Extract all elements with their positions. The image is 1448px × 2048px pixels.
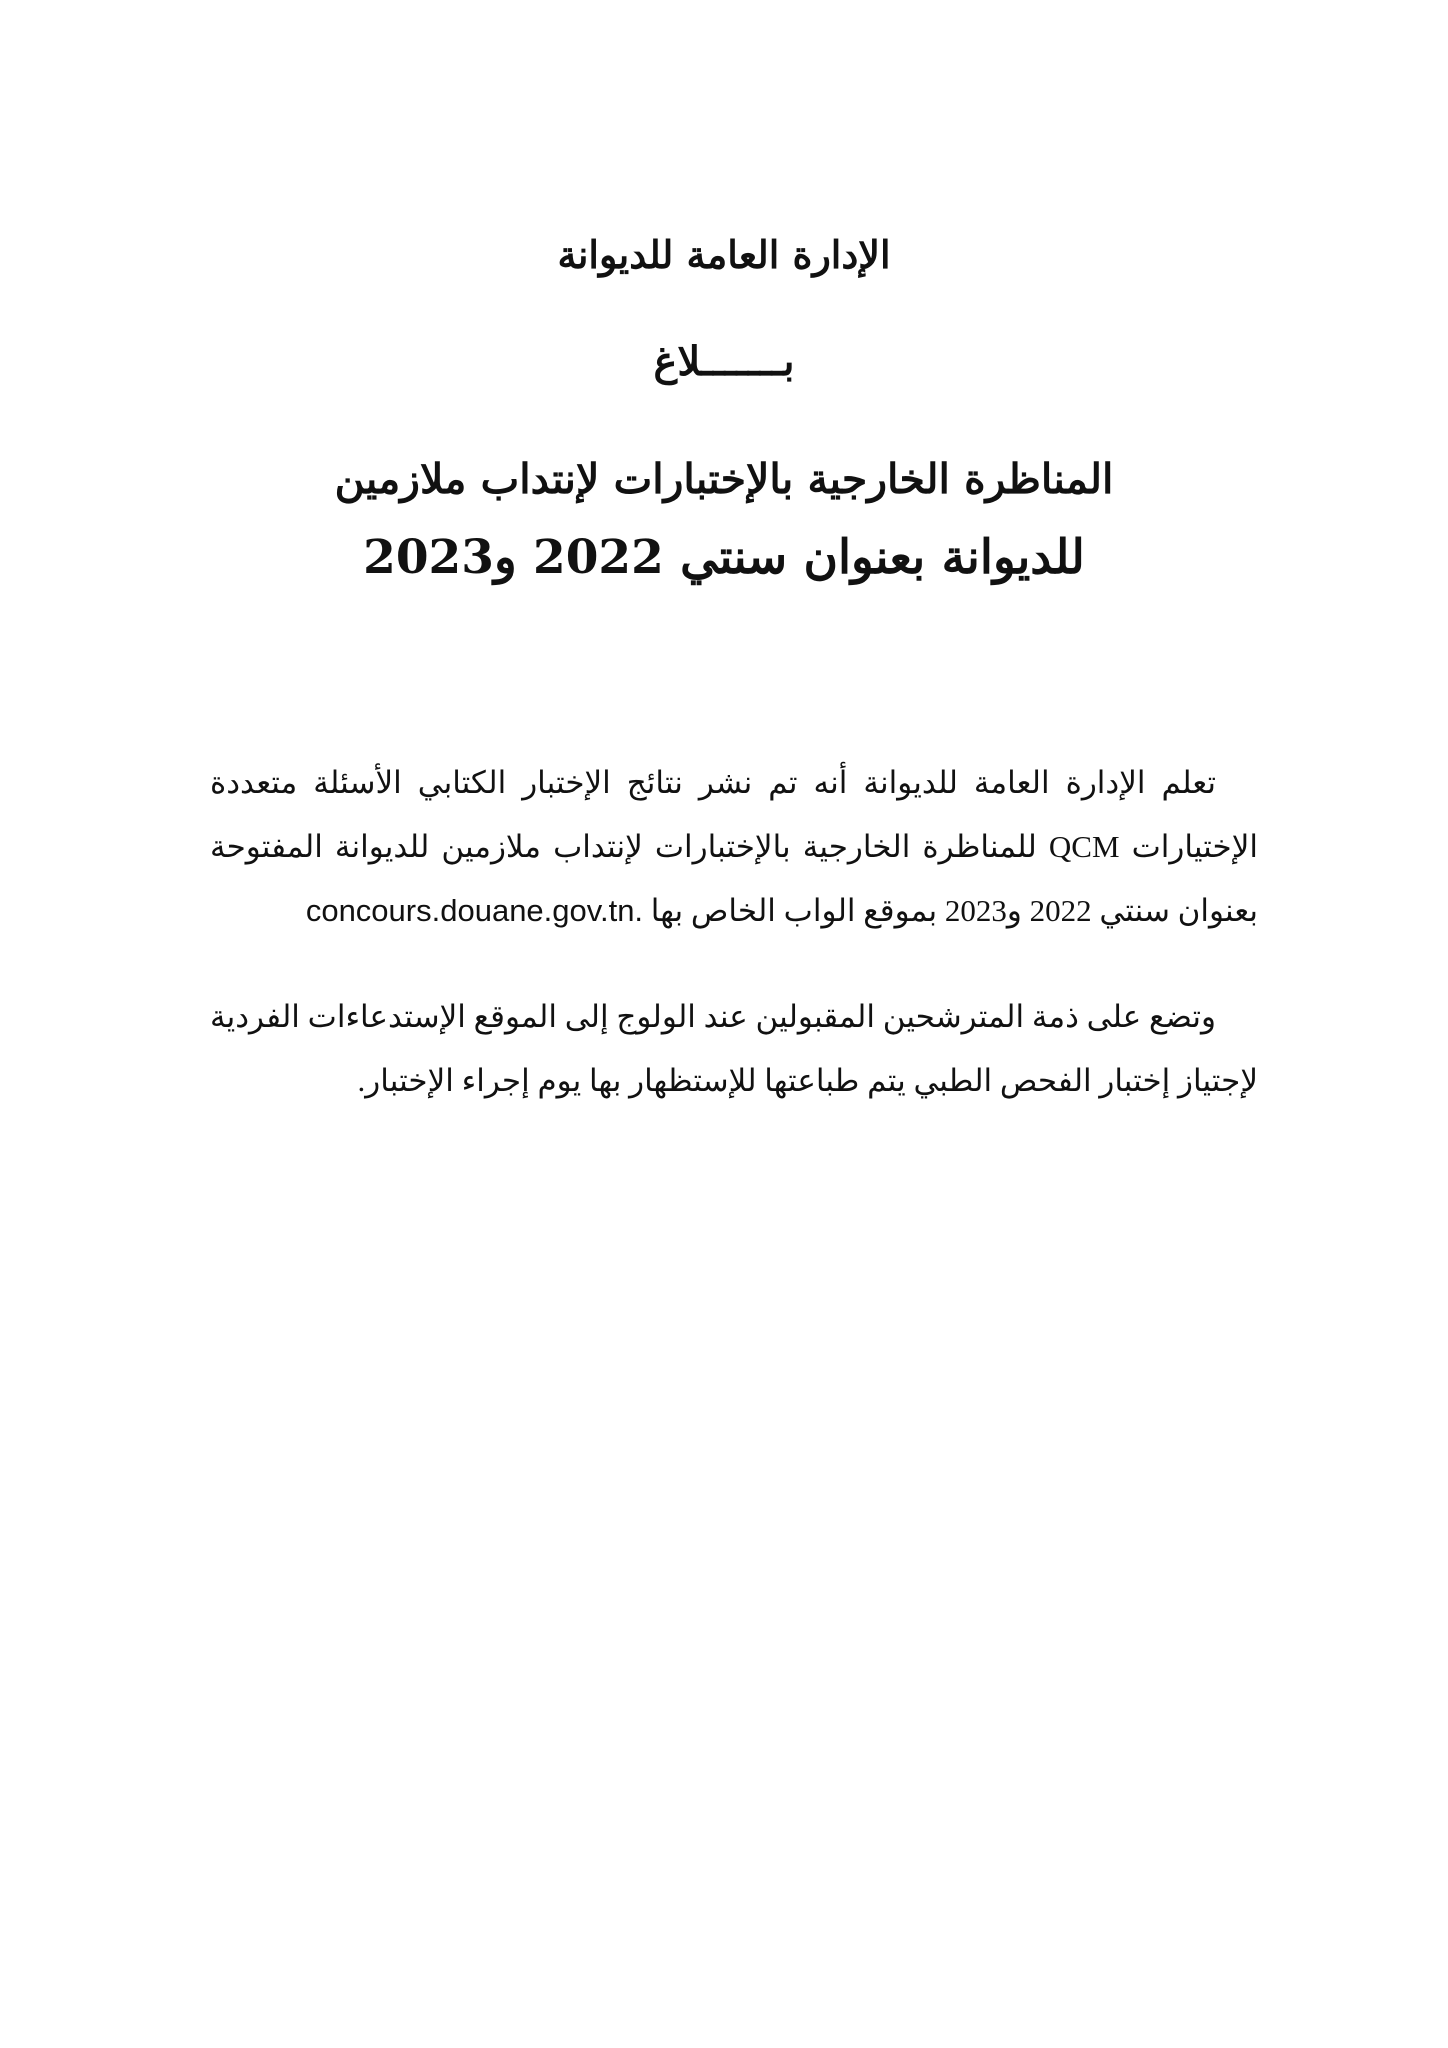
organization-heading: الإدارة العامة للديوانة [557, 232, 891, 277]
paragraph-1-line-1: تعلم الإدارة العامة للديوانة أنه تم نشر نتائج الإختبار الكتابي الأسئلة متعددة [210, 765, 1216, 800]
paragraph-results-published [210, 751, 1258, 943]
paragraph-convocations [210, 985, 1258, 1113]
paragraph-1-line-3-text: بعنوان سنتي 2022 و2023 بموقع الواب الخاص بها [650, 893, 1258, 928]
title-line-2: للديوانة بعنوان سنتي 2022 و2023 [363, 530, 1085, 585]
paragraph-1-line-3 [210, 879, 1258, 943]
paragraph-1-line-2: الإختيارات QCM للمناظرة الخارجية بالإختبارات لإنتداب ملازمين للديوانة المفتوحة [210, 829, 1258, 864]
announcement-heading: بـــــــلاغ [653, 338, 795, 385]
paragraph-2-line-2: لإجتياز إختبار الفحص الطبي يتم طباعتها للإستظهار بها يوم إجراء الإختبار. [357, 1063, 1258, 1098]
paragraph-2-line-1: وتضع على ذمة المترشحين المقبولين عند الولوج إلى الموقع الإستدعاءات الفردية [210, 999, 1216, 1034]
website-url: concours.douane.gov.tn. [305, 893, 644, 928]
title-line-1: المناظرة الخارجية بالإختبارات لإنتداب ملازمين [334, 455, 1114, 503]
